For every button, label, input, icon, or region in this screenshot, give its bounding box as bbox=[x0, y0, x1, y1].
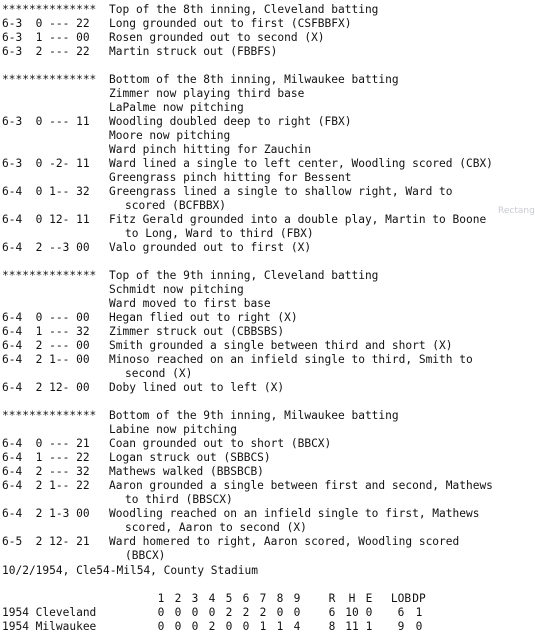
note-text: Greengrass pinch hitting for Bessent bbox=[109, 171, 352, 184]
inning-title: Top of the 8th inning, Cleveland batting bbox=[109, 3, 379, 16]
linescore-header-h: H bbox=[348, 592, 356, 605]
linescore-cell: 8 bbox=[328, 620, 336, 633]
linescore-header-dp: DP bbox=[412, 592, 426, 605]
play-description: Valo grounded out to first (X) bbox=[109, 241, 312, 254]
linescore-cell: 6 bbox=[397, 606, 405, 619]
game-state: 6-3 0 --- 11 bbox=[2, 115, 90, 128]
play-description: Ward homered to right, Aaron scored, Woodling scored bbox=[109, 535, 460, 548]
continuation-text: scored, Aaron to second (X) bbox=[125, 521, 307, 534]
linescore-cell: 10 bbox=[345, 606, 359, 619]
game-state: 6-4 0 12- 11 bbox=[2, 213, 90, 226]
inning-divider-stars: ************** bbox=[2, 409, 97, 422]
linescore-cell: 1 bbox=[365, 620, 373, 633]
note-text: Labine now pitching bbox=[109, 423, 237, 436]
inning-divider-stars: ************** bbox=[2, 73, 97, 86]
linescore-header-r: R bbox=[328, 592, 336, 605]
linescore-cell: 0 bbox=[293, 606, 301, 619]
game-state: 6-4 1 --- 22 bbox=[2, 451, 90, 464]
inning-title: Top of the 9th inning, Cleveland batting bbox=[109, 269, 379, 282]
linescore-cell: 0 bbox=[415, 620, 423, 633]
play-description: Woodling reached on an infield single to first, Mathews bbox=[109, 507, 480, 520]
linescore-cell: 6 bbox=[328, 606, 336, 619]
game-state: 6-4 2 12- 00 bbox=[2, 381, 90, 394]
continuation-text: second (X) bbox=[125, 367, 193, 380]
note-text: Ward moved to first base bbox=[109, 297, 271, 310]
linescore-cell: 0 bbox=[276, 606, 284, 619]
linescore-cell: 2 bbox=[208, 620, 216, 633]
game-state: 6-4 2 --- 32 bbox=[2, 465, 90, 478]
inning-divider-stars: ************** bbox=[2, 269, 97, 282]
linescore-cell: 0 bbox=[174, 606, 182, 619]
play-description: Aaron grounded a single between first and second, Mathews bbox=[109, 479, 493, 492]
linescore-header-7: 7 bbox=[259, 592, 267, 605]
note-text: Schmidt now pitching bbox=[109, 283, 244, 296]
game-state: 6-4 1 --- 32 bbox=[2, 325, 90, 338]
linescore-cell: 4 bbox=[293, 620, 301, 633]
linescore-cell: 0 bbox=[174, 620, 182, 633]
game-state: 6-4 2 1-3 00 bbox=[2, 507, 90, 520]
play-description: Martin struck out (FBBFS) bbox=[109, 45, 278, 58]
linescore-cell: 0 bbox=[365, 606, 373, 619]
linescore-cell: 0 bbox=[157, 620, 165, 633]
play-description: Ward lined a single to left center, Woodling scored (CBX) bbox=[109, 157, 493, 170]
play-description: Coan grounded out to short (BBCX) bbox=[109, 437, 332, 450]
play-description: Smith grounded a single between third and short (X) bbox=[109, 339, 453, 352]
game-state: 6-5 2 12- 21 bbox=[2, 535, 90, 548]
game-state: 6-4 2 1-- 00 bbox=[2, 353, 90, 366]
linescore-cell: 0 bbox=[191, 606, 199, 619]
linescore-cell: 11 bbox=[345, 620, 359, 633]
linescore-cell: 2 bbox=[225, 606, 233, 619]
linescore-cell: 1 bbox=[276, 620, 284, 633]
play-description: Zimmer struck out (CBBSBS) bbox=[109, 325, 285, 338]
linescore-cell: 0 bbox=[157, 606, 165, 619]
linescore-header-4: 4 bbox=[208, 592, 216, 605]
linescore-header-8: 8 bbox=[276, 592, 284, 605]
game-state: 6-4 2 1-- 22 bbox=[2, 479, 90, 492]
watermark-text: Rectang bbox=[498, 206, 535, 216]
play-description: Woodling doubled deep to right (FBX) bbox=[109, 115, 352, 128]
game-state: 6-4 0 1-- 32 bbox=[2, 185, 90, 198]
linescore-cell: 1 bbox=[415, 606, 423, 619]
note-text: Ward pinch hitting for Zauchin bbox=[109, 143, 312, 156]
game-state: 6-4 2 --- 00 bbox=[2, 339, 90, 352]
linescore-cell: 0 bbox=[191, 620, 199, 633]
linescore-team-name: 1954 Milwaukee bbox=[2, 620, 97, 633]
game-state: 6-4 2 --3 00 bbox=[2, 241, 90, 254]
inning-title: Bottom of the 9th inning, Milwaukee batting bbox=[109, 409, 399, 422]
continuation-text: to Long, Ward to third (FBX) bbox=[125, 227, 314, 240]
linescore-team-name: 1954 Cleveland bbox=[2, 606, 97, 619]
linescore-header-5: 5 bbox=[225, 592, 233, 605]
play-description: Minoso reached on an infield single to third, Smith to bbox=[109, 353, 473, 366]
linescore-header-2: 2 bbox=[174, 592, 182, 605]
inning-title: Bottom of the 8th inning, Milwaukee batting bbox=[109, 73, 399, 86]
linescore-header-6: 6 bbox=[242, 592, 250, 605]
game-state: 6-3 0 --- 22 bbox=[2, 17, 90, 30]
play-description: Greengrass lined a single to shallow right, Ward to bbox=[109, 185, 453, 198]
linescore-header-9: 9 bbox=[293, 592, 301, 605]
inning-divider-stars: ************** bbox=[2, 3, 97, 16]
game-state: 6-4 0 --- 00 bbox=[2, 311, 90, 324]
linescore-cell: 9 bbox=[397, 620, 405, 633]
linescore-header-lob: LOB bbox=[390, 592, 412, 605]
linescore-header-3: 3 bbox=[191, 592, 199, 605]
note-text: Moore now pitching bbox=[109, 129, 231, 142]
linescore-cell: 2 bbox=[259, 606, 267, 619]
linescore-header-1: 1 bbox=[157, 592, 165, 605]
linescore-cell: 2 bbox=[242, 606, 250, 619]
play-description: Doby lined out to left (X) bbox=[109, 381, 285, 394]
continuation-text: to third (BBSCX) bbox=[125, 493, 233, 506]
play-description: Hegan flied out to right (X) bbox=[109, 311, 298, 324]
linescore-header-e: E bbox=[365, 592, 373, 605]
game-state: 6-3 0 -2- 11 bbox=[2, 157, 90, 170]
linescore-cell: 0 bbox=[208, 606, 216, 619]
play-description: Long grounded out to first (CSFBBFX) bbox=[109, 17, 352, 30]
linescore-cell: 0 bbox=[242, 620, 250, 633]
play-description: Logan struck out (SBBCS) bbox=[109, 451, 271, 464]
play-description: Rosen grounded out to second (X) bbox=[109, 31, 325, 44]
game-state: 6-4 0 --- 21 bbox=[2, 437, 90, 450]
linescore-cell: 0 bbox=[225, 620, 233, 633]
game-state: 6-3 1 --- 00 bbox=[2, 31, 90, 44]
play-description: Mathews walked (BBSBCB) bbox=[109, 465, 264, 478]
note-text: Zimmer now playing third base bbox=[109, 87, 305, 100]
note-text: LaPalme now pitching bbox=[109, 101, 244, 114]
linescore-cell: 1 bbox=[259, 620, 267, 633]
continuation-text: scored (BCFBBX) bbox=[125, 199, 227, 212]
game-state: 6-3 2 --- 22 bbox=[2, 45, 90, 58]
continuation-text: (BBCX) bbox=[125, 549, 166, 562]
play-description: Fitz Gerald grounded into a double play, Martin to Boone bbox=[109, 213, 487, 226]
game-info: 10/2/1954, Cle54-Mil54, County Stadium bbox=[2, 564, 258, 577]
